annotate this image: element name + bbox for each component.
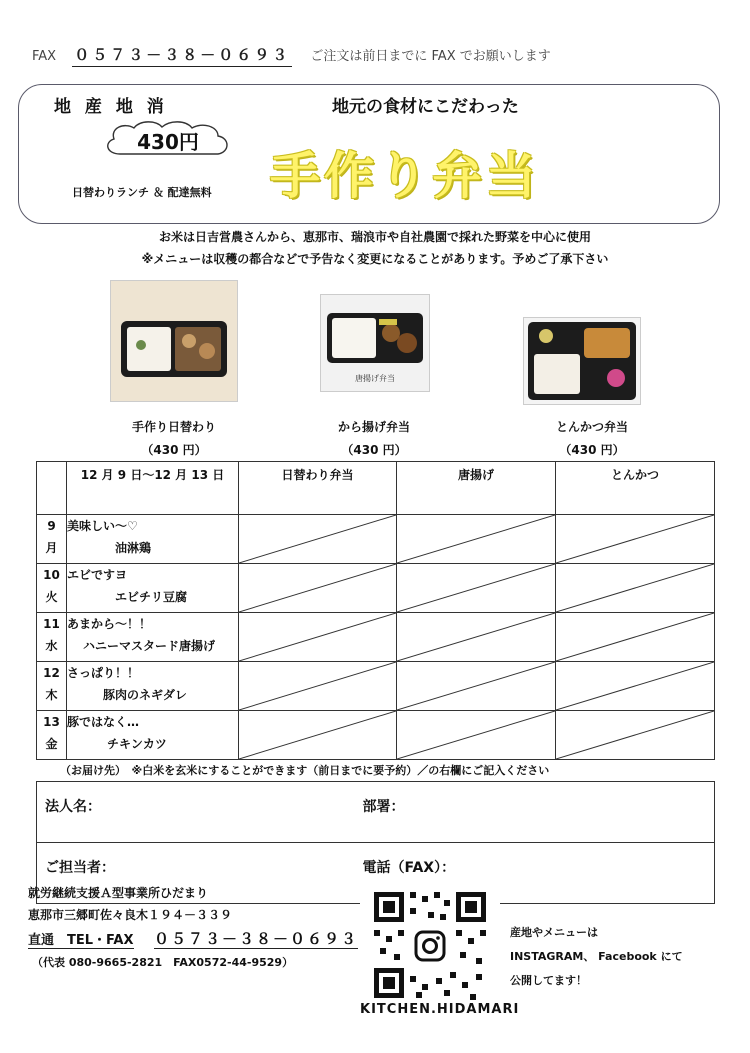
caption-tonkatsu-name: とんかつ弁当 — [555, 420, 628, 434]
banner-title: 手作り弁当 — [270, 147, 540, 205]
caption-karaage — [304, 418, 444, 458]
table-header-row — [37, 462, 715, 515]
qty-cell-karaage[interactable] — [397, 662, 556, 711]
order-note: ご注文は前日までに FAX でお願いします — [310, 49, 551, 64]
day-cell: 10 火 — [37, 564, 67, 613]
local-tag: 地 産 地 消 — [54, 97, 168, 117]
table-row — [37, 662, 715, 711]
insta-line-3: 公開してます！ — [510, 974, 587, 987]
person-field[interactable]: ご担当者： — [37, 843, 363, 904]
header-karaage: 唐揚げ — [397, 462, 556, 515]
table-row — [37, 613, 715, 662]
banner-headline: 地元の食材にこだわった — [332, 97, 519, 117]
insta-line-2: INSTAGRAM、 Facebook にて — [510, 950, 683, 963]
qty-cell-daily[interactable] — [239, 515, 397, 564]
day-cell: 13 金 — [37, 711, 67, 760]
price-label: 430円 — [137, 130, 199, 154]
org-name: 就労継続支援Ａ型事業所ひだまり — [28, 886, 209, 900]
karaage-card-label: 唐揚げ弁当 — [355, 374, 395, 383]
qty-cell-tonkatsu[interactable] — [556, 564, 715, 613]
caption-daily-name: 手作り日替わり — [131, 420, 216, 434]
dish-cell: エビですヨ エビチリ豆腐 — [67, 564, 239, 613]
fax-header — [32, 44, 551, 67]
qr-account-name: KITCHEN.HIDAMARI — [360, 1002, 520, 1017]
org-address: 恵那市三郷町佐々良木１９４－３３９ — [28, 908, 233, 922]
day-cell: 12 木 — [37, 662, 67, 711]
menu-order-table — [36, 461, 715, 760]
fax-number: ０５７３－３８－０６９３ — [72, 44, 292, 67]
phone-field[interactable]: 電話（FAX）： — [363, 843, 715, 904]
qty-cell-tonkatsu[interactable] — [556, 515, 715, 564]
direct-number: ０５７３－３８－０６９３ — [154, 930, 359, 948]
qty-cell-daily[interactable] — [239, 564, 397, 613]
insta-line-1: 産地やメニューは — [510, 926, 598, 939]
qty-cell-karaage[interactable] — [397, 613, 556, 662]
qty-cell-daily[interactable] — [239, 613, 397, 662]
caption-karaage-name: から揚げ弁当 — [337, 420, 410, 434]
banner-subtitle: 日替わりランチ ＆ 配達無料 — [72, 186, 212, 199]
qty-cell-daily[interactable] — [239, 662, 397, 711]
qty-cell-karaage[interactable] — [397, 515, 556, 564]
header-daily: 日替わり弁当 — [239, 462, 397, 515]
caption-tonkatsu-price: （430 円） — [559, 443, 625, 457]
dish-cell: あまから～！！ ハニーマスタード唐揚げ — [67, 613, 239, 662]
fax-label: FAX — [32, 49, 57, 64]
direct-label: 直通 TEL・FAX — [28, 933, 134, 948]
photo-karaage-bento — [320, 294, 430, 392]
dish-cell: 美味しい～♡ 油淋鶏 — [67, 515, 239, 564]
caption-daily — [104, 418, 244, 458]
qty-cell-karaage[interactable] — [397, 564, 556, 613]
day-cell: 11 水 — [37, 613, 67, 662]
qty-cell-karaage[interactable] — [397, 711, 556, 760]
caption-karaage-price: （430 円） — [341, 443, 407, 457]
header-date-range: 12 月 9 日～12 月 13 日 — [67, 462, 239, 515]
notice-ingredients: お米は日吉営農さんから、恵那市、瑞浪市や自社農園で採れた野菜を中心に使用 — [158, 230, 591, 244]
company-field[interactable]: 法人名： — [37, 782, 363, 843]
photo-tonkatsu-bento — [523, 317, 641, 405]
header-tonkatsu: とんかつ — [556, 462, 715, 515]
delivery-note: （お届け先） ※白米を玄米にすることができます（前日までに要予約）／の右欄にご記入ください — [60, 764, 550, 777]
qty-cell-tonkatsu[interactable] — [556, 662, 715, 711]
qty-cell-daily[interactable] — [239, 711, 397, 760]
table-row — [37, 515, 715, 564]
header-blank — [37, 462, 67, 515]
rep-contact: （代表 080-9665-2821 FAX0572-44-9529） — [32, 956, 294, 969]
dept-field[interactable]: 部署： — [363, 782, 715, 843]
caption-tonkatsu — [522, 418, 662, 458]
table-row — [37, 564, 715, 613]
direct-line — [28, 928, 358, 949]
qty-cell-tonkatsu[interactable] — [556, 711, 715, 760]
table-row — [37, 711, 715, 760]
dish-cell: さっぱり！！ 豚肉のネギダレ — [67, 662, 239, 711]
day-cell: 9 月 — [37, 515, 67, 564]
notice-menu-change: ※メニューは収穫の都合などで予告なく変更になることがあります。予めご了承下さい — [141, 252, 609, 266]
dish-cell: 豚ではなく… チキンカツ — [67, 711, 239, 760]
photo-daily-bento — [110, 280, 238, 402]
qty-cell-tonkatsu[interactable] — [556, 613, 715, 662]
caption-daily-price: （430 円） — [141, 443, 207, 457]
